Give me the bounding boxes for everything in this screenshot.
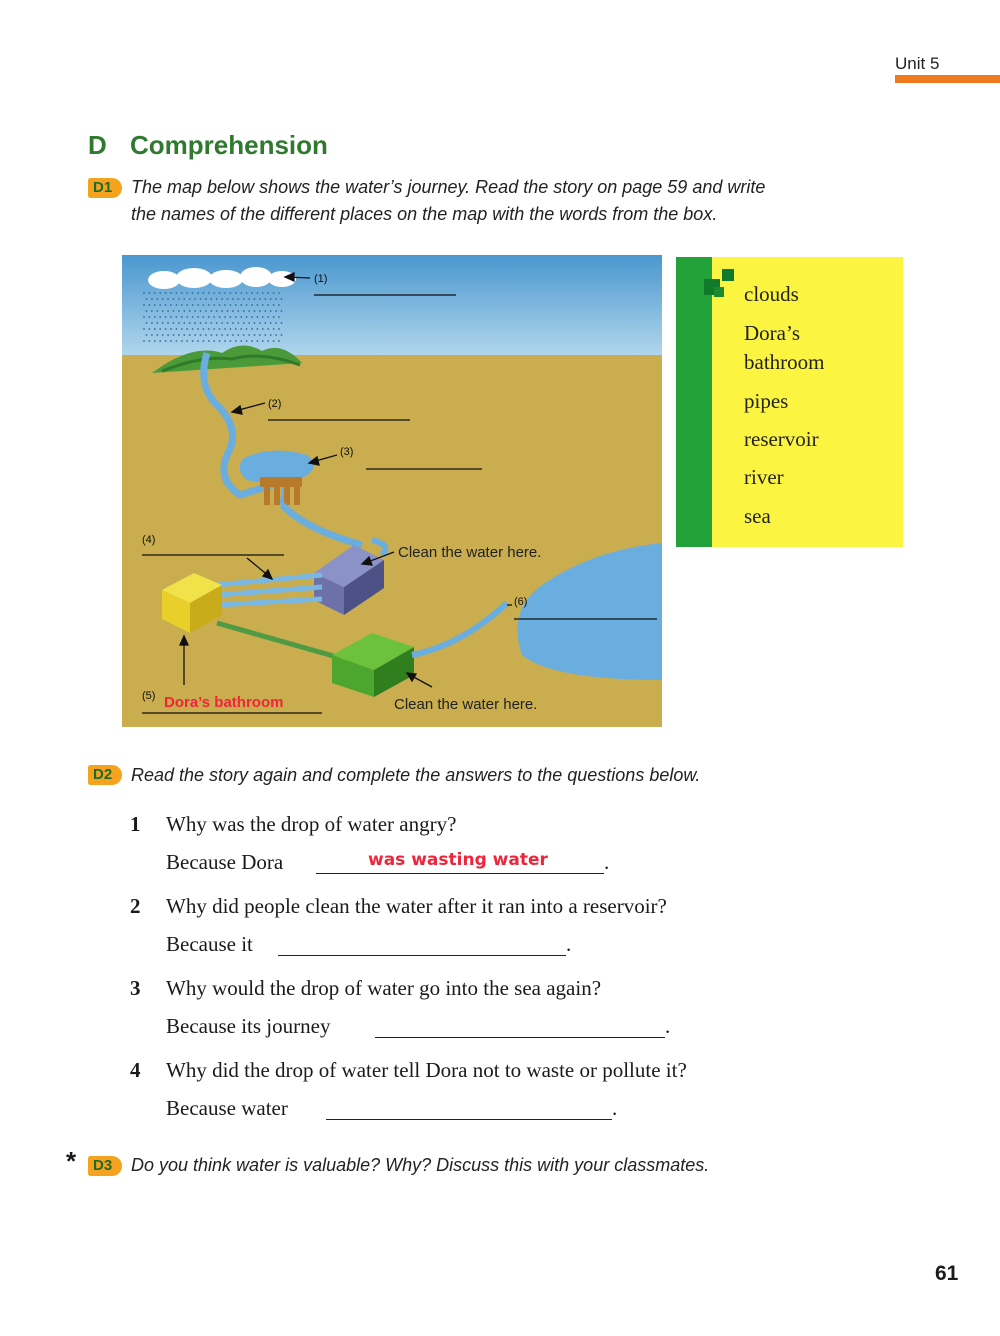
rain-drop	[146, 298, 148, 300]
rain-drop	[270, 334, 272, 336]
rain-drop	[143, 340, 145, 342]
rain-drop	[200, 334, 202, 336]
rain-drop	[146, 334, 148, 336]
rain-drop	[254, 334, 256, 336]
rain-drop	[259, 334, 261, 336]
rain-drop	[240, 292, 242, 294]
rain-drop	[248, 298, 250, 300]
rain-drop	[156, 334, 158, 336]
question-number: 1	[130, 812, 141, 836]
rain-drop	[189, 298, 191, 300]
rain-drop	[197, 328, 199, 330]
rain-drop	[205, 298, 207, 300]
rain-drop	[194, 310, 196, 312]
rain-drop	[208, 292, 210, 294]
rain-drop	[192, 328, 194, 330]
word-bathroom: bathroom	[744, 350, 825, 374]
rain-drop	[186, 304, 188, 306]
rain-drop	[162, 334, 164, 336]
word-box-strip	[676, 257, 712, 547]
rain-drop	[181, 292, 183, 294]
rain-drop	[246, 316, 248, 318]
rain-drop	[205, 322, 207, 324]
rain-drop	[254, 322, 256, 324]
rain-drop	[176, 340, 178, 342]
rain-drop	[213, 316, 215, 318]
rain-drop	[208, 340, 210, 342]
rain-drop	[219, 328, 221, 330]
rain-drop	[156, 322, 158, 324]
rain-drop	[159, 340, 161, 342]
rain-drop	[170, 316, 172, 318]
rain-drop	[143, 292, 145, 294]
question-number: 4	[130, 1058, 141, 1082]
rain-drop	[221, 298, 223, 300]
rain-drop	[224, 328, 226, 330]
rain-drop	[170, 328, 172, 330]
rain-drop	[151, 298, 153, 300]
rain-drop	[240, 328, 242, 330]
rain-drop	[275, 322, 277, 324]
map-clean-label-top: Clean the water here.	[398, 544, 542, 561]
rain-drop	[278, 304, 280, 306]
rain-drop	[243, 334, 245, 336]
word-sea: sea	[744, 504, 771, 528]
rain-drop	[162, 298, 164, 300]
rain-drop	[267, 340, 269, 342]
rain-drop	[183, 310, 185, 312]
rain-drop	[246, 304, 248, 306]
answer-period: .	[566, 932, 572, 956]
rain-drop	[259, 298, 261, 300]
rain-drop	[227, 310, 229, 312]
answer-period: .	[604, 850, 610, 874]
rain-drop	[173, 310, 175, 312]
rain-drop	[194, 322, 196, 324]
rain-drop	[216, 334, 218, 336]
rain-drop	[203, 340, 205, 342]
rain-drop	[230, 292, 232, 294]
rain-drop	[197, 316, 199, 318]
rain-drop	[200, 322, 202, 324]
rain-drop	[264, 334, 266, 336]
question-number: 3	[130, 976, 141, 1000]
rain-drop	[183, 298, 185, 300]
question-text: Why was the drop of water angry?	[166, 812, 457, 836]
rain-drop	[251, 328, 253, 330]
answer-line[interactable]	[316, 873, 604, 874]
rain-drop	[203, 292, 205, 294]
rain-drop	[230, 316, 232, 318]
rain-drop	[264, 322, 266, 324]
d1-tag: D1	[88, 178, 122, 198]
rain-drop	[257, 292, 259, 294]
rain-drop	[246, 292, 248, 294]
rain-drop	[205, 334, 207, 336]
rain-drop	[248, 322, 250, 324]
rain-drop	[143, 316, 145, 318]
rain-drop	[159, 304, 161, 306]
rain-drop	[273, 316, 275, 318]
rain-drop	[267, 316, 269, 318]
rain-drop	[210, 334, 212, 336]
rain-drop	[270, 298, 272, 300]
rain-drop	[259, 310, 261, 312]
rain-drop	[159, 316, 161, 318]
rain-drop	[267, 304, 269, 306]
rain-drop	[262, 304, 264, 306]
word-box-square	[714, 287, 724, 297]
answer-period: .	[665, 1014, 671, 1038]
section-title: Comprehension	[130, 130, 328, 160]
rain-drop	[192, 292, 194, 294]
rain-drop	[219, 340, 221, 342]
rain-drop	[281, 322, 283, 324]
rain-drop	[240, 340, 242, 342]
rain-drop	[262, 328, 264, 330]
rain-drop	[203, 304, 205, 306]
rain-drop	[170, 340, 172, 342]
rain-drop	[273, 304, 275, 306]
d2-tag: D2	[88, 765, 122, 785]
rain-drop	[254, 310, 256, 312]
rain-drop	[154, 292, 156, 294]
rain-drop	[159, 328, 161, 330]
rain-drop	[176, 292, 178, 294]
rain-drop	[183, 334, 185, 336]
question-text: Why did the drop of water tell Dora not to waste or pollute it?	[166, 1058, 687, 1082]
rain-drop	[203, 328, 205, 330]
rain-drop	[178, 298, 180, 300]
unit-bar	[895, 75, 1000, 83]
answer-prefix: Because it	[166, 932, 253, 956]
map-label-6: (6)	[514, 596, 528, 608]
rain-drop	[224, 292, 226, 294]
rain-drop	[203, 316, 205, 318]
rain-drop	[149, 304, 151, 306]
rain-drop	[181, 304, 183, 306]
map-label-1: (1)	[314, 273, 328, 285]
answer-prefix: Because water	[166, 1096, 288, 1120]
rain-drop	[224, 340, 226, 342]
rain-drop	[194, 298, 196, 300]
word-reservoir: reservoir	[744, 427, 819, 451]
rain-drop	[278, 328, 280, 330]
word-river: river	[744, 465, 784, 489]
question-text: Why did people clean the water after it ran into a reservoir?	[166, 894, 667, 918]
rain-drop	[165, 304, 167, 306]
rain-drop	[183, 322, 185, 324]
rain-drop	[216, 322, 218, 324]
rain-drop	[213, 292, 215, 294]
d1-instruction-line2: the names of the different places on the map with the words from the box.	[131, 204, 718, 224]
section-letter: D	[88, 130, 107, 160]
rain-drop	[189, 310, 191, 312]
rain-drop	[173, 298, 175, 300]
map-answer-5: Dora’s bathroom	[164, 694, 284, 711]
rain-drop	[267, 292, 269, 294]
rain-drop	[213, 328, 215, 330]
rain-drop	[219, 316, 221, 318]
rain-drop	[235, 328, 237, 330]
rain-drop	[170, 304, 172, 306]
rain-drop	[270, 322, 272, 324]
rain-drop	[208, 316, 210, 318]
rain-drop	[181, 340, 183, 342]
rain-drop	[273, 292, 275, 294]
rain-drop	[208, 304, 210, 306]
rain-drop	[264, 310, 266, 312]
rain-drop	[251, 340, 253, 342]
rain-drop	[264, 298, 266, 300]
rain-drop	[257, 340, 259, 342]
d1-instruction-line1: The map below shows the water’s journey. Read the story on page 59 and write	[131, 177, 766, 197]
rain-drop	[221, 334, 223, 336]
map-label-5: (5)	[142, 690, 156, 702]
rain-drop	[194, 334, 196, 336]
rain-drop	[176, 304, 178, 306]
rain-drop	[227, 298, 229, 300]
rain-drop	[149, 292, 151, 294]
rain-drop	[262, 292, 264, 294]
rain-drop	[243, 322, 245, 324]
rain-drop	[192, 340, 194, 342]
rain-drop	[143, 304, 145, 306]
rain-drop	[189, 322, 191, 324]
page-number: 61	[935, 1262, 959, 1285]
rain-drop	[281, 334, 283, 336]
answer-line[interactable]	[326, 1119, 612, 1120]
rain-drop	[275, 334, 277, 336]
rain-drop	[248, 334, 250, 336]
rain-drop	[149, 340, 151, 342]
rain-drop	[156, 298, 158, 300]
word-doras: Dora’s	[744, 321, 800, 345]
challenge-star: *	[66, 1146, 77, 1176]
unit-label: Unit 5	[895, 54, 940, 73]
rain-drop	[186, 316, 188, 318]
rain-drop	[237, 322, 239, 324]
rain-drop	[275, 310, 277, 312]
rain-drop	[230, 304, 232, 306]
rain-drop	[165, 340, 167, 342]
word-clouds: clouds	[744, 282, 799, 306]
rain-drop	[165, 328, 167, 330]
rain-drop	[257, 316, 259, 318]
answer-line[interactable]	[375, 1037, 665, 1038]
rain-drop	[167, 322, 169, 324]
rain-drop	[167, 298, 169, 300]
rain-drop	[262, 316, 264, 318]
answer-prefix: Because Dora	[166, 850, 284, 874]
rain-drop	[270, 310, 272, 312]
rain-drop	[235, 340, 237, 342]
rain-drop	[178, 310, 180, 312]
question-number: 2	[130, 894, 141, 918]
rain-drop	[146, 310, 148, 312]
rain-drop	[278, 316, 280, 318]
rain-drop	[237, 334, 239, 336]
rain-drop	[192, 304, 194, 306]
answer-period: .	[612, 1096, 618, 1120]
rain-drop	[246, 328, 248, 330]
rain-drop	[197, 304, 199, 306]
rain-drop	[273, 328, 275, 330]
d3-tag: D3	[88, 1156, 122, 1176]
rain-drop	[208, 328, 210, 330]
rain-drop	[257, 328, 259, 330]
rain-drop	[200, 310, 202, 312]
map-label-2: (2)	[268, 398, 282, 410]
rain-drop	[173, 322, 175, 324]
rain-drop	[262, 340, 264, 342]
rain-drop	[221, 310, 223, 312]
rain-drop	[176, 316, 178, 318]
rain-drop	[235, 292, 237, 294]
rain-drop	[176, 328, 178, 330]
rain-drop	[237, 298, 239, 300]
rain-drop	[281, 298, 283, 300]
rain-drop	[251, 316, 253, 318]
rain-drop	[237, 310, 239, 312]
rain-drop	[273, 340, 275, 342]
rain-drop	[213, 304, 215, 306]
rain-drop	[243, 310, 245, 312]
rain-drop	[149, 316, 151, 318]
map-label-4: (4)	[142, 534, 156, 546]
question-text: Why would the drop of water go into the sea again?	[166, 976, 602, 1000]
rain-drop	[162, 310, 164, 312]
rain-drop	[224, 304, 226, 306]
rain-drop	[213, 340, 215, 342]
rain-drop	[146, 322, 148, 324]
rain-drop	[154, 316, 156, 318]
rain-drop	[278, 340, 280, 342]
rain-drop	[251, 304, 253, 306]
rain-drop	[151, 334, 153, 336]
rain-drop	[219, 292, 221, 294]
answer-prefix: Because its journey	[166, 1014, 331, 1038]
rain-drop	[210, 298, 212, 300]
rain-drop	[149, 328, 151, 330]
rain-drop	[186, 328, 188, 330]
rain-drop	[235, 304, 237, 306]
d3-instruction: Do you think water is valuable? Why? Discuss this with your classmates.	[131, 1155, 710, 1175]
rain-drop	[186, 292, 188, 294]
rain-drop	[151, 310, 153, 312]
rain-drop	[181, 316, 183, 318]
rain-drop	[251, 292, 253, 294]
rain-drop	[197, 292, 199, 294]
rain-drop	[224, 316, 226, 318]
map-label-3: (3)	[340, 446, 354, 458]
rain-drop	[154, 340, 156, 342]
rain-drop	[200, 298, 202, 300]
rain-drop	[232, 298, 234, 300]
rain-drop	[275, 298, 277, 300]
rain-drop	[221, 322, 223, 324]
rain-drop	[205, 310, 207, 312]
rain-drop	[216, 310, 218, 312]
rain-drop	[230, 340, 232, 342]
rain-drop	[257, 304, 259, 306]
rain-drop	[159, 292, 161, 294]
rain-drop	[167, 334, 169, 336]
rain-drop	[154, 328, 156, 330]
rain-drop	[216, 298, 218, 300]
rain-drop	[232, 310, 234, 312]
rain-drop	[143, 328, 145, 330]
word-pipes: pipes	[744, 389, 789, 413]
rain-drop	[259, 322, 261, 324]
d2-instruction: Read the story again and complete the answers to the questions below.	[131, 765, 701, 785]
word-box-square	[722, 269, 734, 281]
rain-drop	[235, 316, 237, 318]
rain-drop	[240, 304, 242, 306]
rain-drop	[178, 334, 180, 336]
rain-drop	[151, 322, 153, 324]
rain-drop	[181, 328, 183, 330]
rain-drop	[167, 310, 169, 312]
rain-drop	[189, 334, 191, 336]
rain-drop	[173, 334, 175, 336]
rain-drop	[227, 322, 229, 324]
rain-drop	[165, 292, 167, 294]
rain-drop	[162, 322, 164, 324]
handwritten-answer: was wasting water	[368, 850, 548, 870]
rain-drop	[248, 310, 250, 312]
rain-drop	[219, 304, 221, 306]
rain-drop	[186, 340, 188, 342]
rain-drop	[154, 304, 156, 306]
rain-drop	[156, 310, 158, 312]
rain-drop	[210, 310, 212, 312]
rain-drop	[232, 334, 234, 336]
rain-drop	[240, 316, 242, 318]
rain-drop	[243, 298, 245, 300]
rain-drop	[227, 334, 229, 336]
rain-drop	[210, 322, 212, 324]
rain-drop	[232, 322, 234, 324]
rain-drop	[165, 316, 167, 318]
water-journey-map	[122, 255, 662, 727]
rain-drop	[281, 310, 283, 312]
answer-line[interactable]	[278, 955, 566, 956]
rain-drop	[254, 298, 256, 300]
rain-drop	[267, 328, 269, 330]
rain-drop	[246, 340, 248, 342]
rain-drop	[230, 328, 232, 330]
rain-drop	[192, 316, 194, 318]
rain-drop	[278, 292, 280, 294]
map-clean-label-bottom: Clean the water here.	[394, 696, 538, 713]
word-box	[676, 257, 903, 547]
rain-drop	[170, 292, 172, 294]
rain-drop	[197, 340, 199, 342]
rain-drop	[178, 322, 180, 324]
